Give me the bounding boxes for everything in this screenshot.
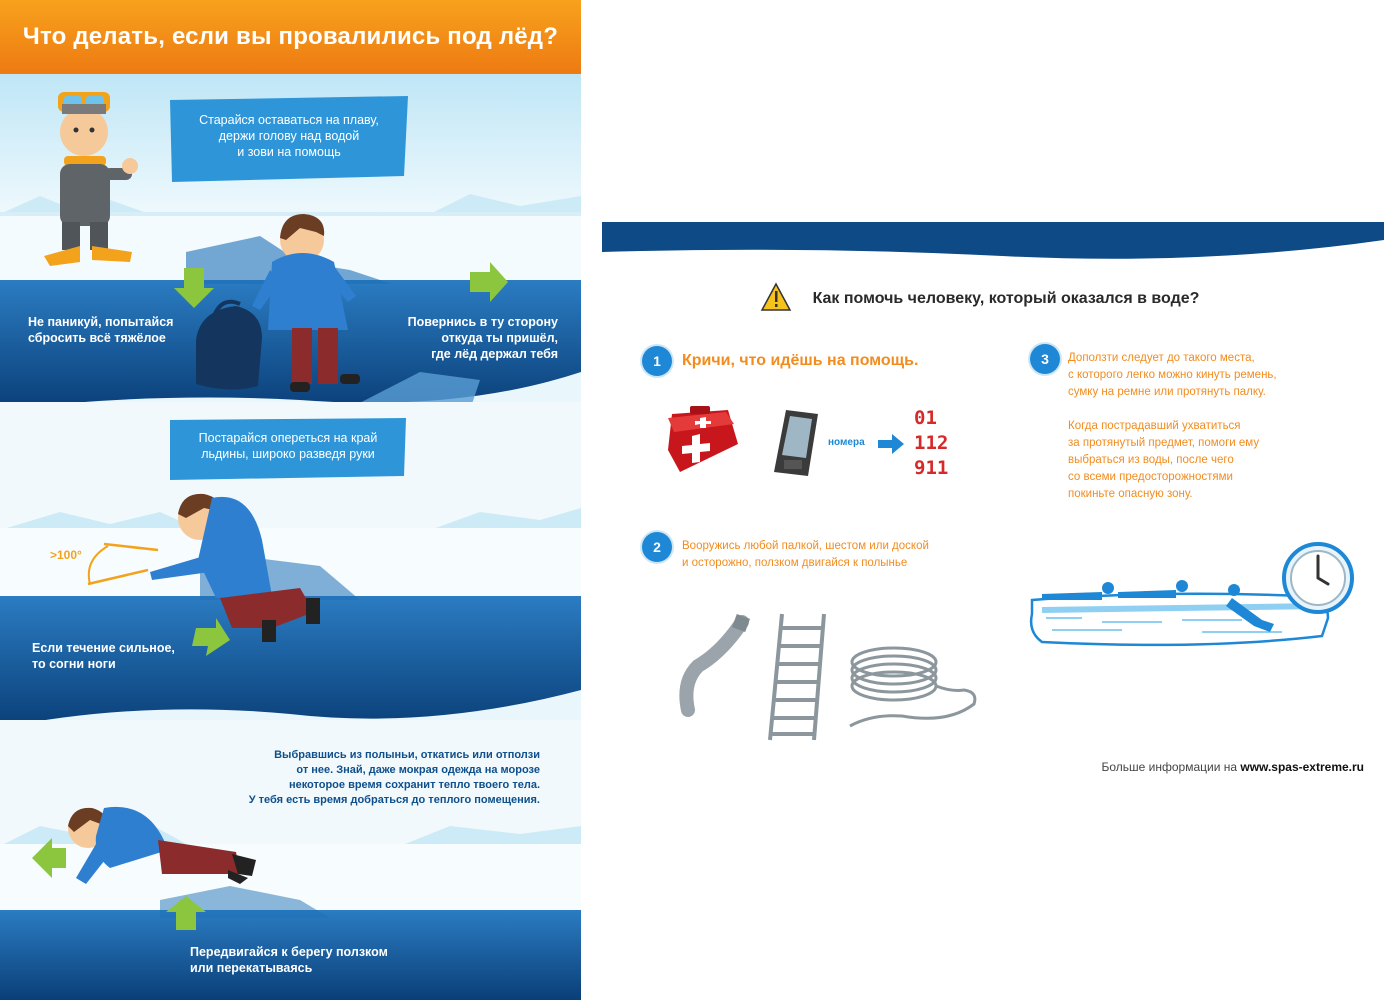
emergency-numbers: 01 112 911 <box>914 407 949 479</box>
footer-website-link[interactable]: www.spas-extreme.ru <box>1240 760 1364 774</box>
coiled-rope-icon <box>850 648 975 726</box>
step-2-text: Вооружись любой палкой, шестом или доской и осторожно, ползком двигайся к полынье <box>682 540 929 569</box>
tip-stay-afloat: Старайся оставаться на плаву, держи голову над водой и зови на помощь <box>199 113 379 159</box>
arrow-right-icon <box>878 434 904 454</box>
hose-icon <box>686 614 750 710</box>
panel-title: Как помочь человеку, который оказался в воде? <box>812 290 1200 307</box>
step-2-badge: 2 <box>642 532 672 562</box>
mobile-phone-icon <box>774 410 818 476</box>
step-1-badge: 1 <box>642 346 672 376</box>
step-3-text-b: Когда пострадавший ухватиться за протянутый предмет, помоги ему выбраться из воды, после чего со всеми предосторожностями покиньте опасную зону. <box>1068 420 1260 500</box>
help-instructions-panel <box>602 222 1384 792</box>
tip-drop-heavy: Не паникуй, попытайся сбросить всё тяжёлое <box>28 315 174 345</box>
ice-safety-poster <box>0 0 581 1000</box>
step-3-text-a: Доползти следует до такого места, с которого легко можно кинуть ремень, сумку на ремне или протянуть палку. <box>1068 352 1277 398</box>
footer-info: Больше информации на www.spas-extreme.ru <box>1101 760 1364 774</box>
tip-turn-back: Повернись в ту сторону откуда ты пришёл, где лёд держал тебя <box>407 315 558 361</box>
tip-current: Если течение сильное, то согни ноги <box>32 641 175 671</box>
top-wave <box>602 222 1384 259</box>
phone-numbers-label: номера <box>828 437 865 448</box>
tip-crawl: Передвигайся к берегу ползком или перекатываясь <box>190 945 388 975</box>
first-aid-kit-icon <box>668 406 738 472</box>
tip-roll-away: Выбравшись из полыньи, откатись или отползи от нее. Знай, даже мокрая одежда на морозе некоторое время сохранит тепло твоего тела. У тебя есть время добраться до теплого помещения. <box>248 749 540 806</box>
ladder-icon <box>770 614 824 740</box>
step-1-text: Кричи, что идёшь на помощь. <box>682 352 919 369</box>
angle-label: >100° <box>50 548 82 562</box>
rescue-scene-illustration <box>1031 580 1328 645</box>
tip-lean-edge: Постарайся опереться на край льдины, широко разведя руки <box>198 431 378 461</box>
step-3-badge: 3 <box>1030 344 1060 374</box>
poster-title: Что делать, если вы провалились под лёд? <box>22 23 559 50</box>
clock-icon <box>1284 544 1352 612</box>
